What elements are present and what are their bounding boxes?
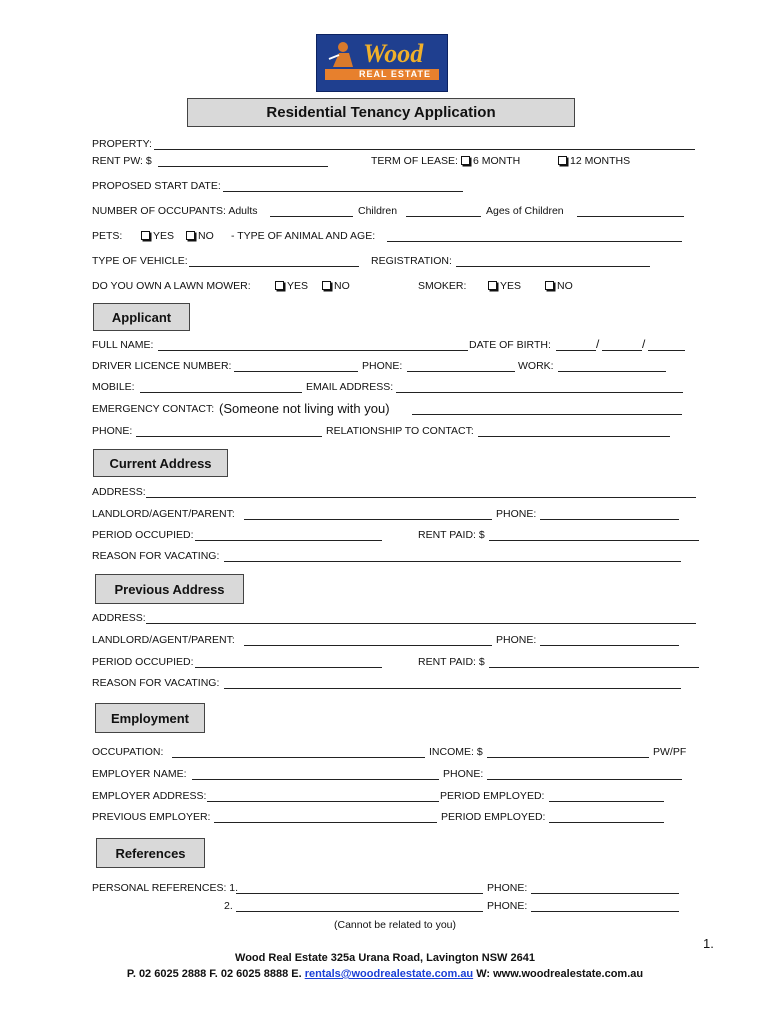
occupation-label: OCCUPATION:	[92, 746, 164, 758]
current-landlord-phone-field[interactable]	[540, 519, 679, 520]
current-landlord-phone-label: PHONE:	[496, 508, 537, 520]
current-period-field[interactable]	[195, 540, 382, 541]
current-rent-paid-field[interactable]	[489, 540, 699, 541]
employer-address-field[interactable]	[207, 801, 439, 802]
page-title	[187, 98, 575, 127]
period-employed-field[interactable]	[549, 801, 664, 802]
income-label: INCOME: $	[429, 746, 483, 758]
type-animal-label: - TYPE OF ANIMAL AND AGE:	[231, 230, 376, 242]
checkbox-icon[interactable]	[558, 156, 567, 165]
mower-no-option[interactable]	[322, 280, 350, 292]
licence-label: DRIVER LICENCE NUMBER:	[92, 360, 232, 372]
pets-no-option[interactable]	[186, 230, 214, 242]
previous-landlord-field[interactable]	[244, 645, 492, 646]
full-name-field[interactable]	[158, 350, 468, 351]
previous-reason-field[interactable]	[224, 688, 681, 689]
reference-2-phone-field[interactable]	[531, 911, 679, 912]
six-month-option[interactable]	[461, 155, 520, 167]
reference-1-field[interactable]	[236, 893, 483, 894]
page-number: 1.	[703, 936, 714, 951]
pets-label: PETS:	[92, 230, 123, 242]
lawn-mower-label: DO YOU OWN A LAWN MOWER:	[92, 280, 251, 292]
smoker-yes-label: YES	[500, 280, 522, 292]
current-reason-label: REASON FOR VACATING:	[92, 550, 220, 562]
applicant-heading-text: Applicant	[111, 309, 172, 325]
checkbox-icon[interactable]	[545, 281, 554, 290]
vehicle-label: TYPE OF VEHICLE:	[92, 255, 188, 267]
reference-2-number: 2.	[224, 900, 233, 912]
dob-separator: /	[642, 337, 646, 351]
mobile-field[interactable]	[140, 392, 302, 393]
income-field[interactable]	[487, 757, 649, 758]
current-rent-paid-label: RENT PAID: $	[418, 529, 485, 541]
previous-period-field[interactable]	[195, 667, 382, 668]
employer-phone-field[interactable]	[487, 779, 682, 780]
period-employed-2-field[interactable]	[549, 822, 664, 823]
type-animal-field[interactable]	[387, 241, 682, 242]
occupation-field[interactable]	[172, 757, 425, 758]
footer-contact	[0, 968, 770, 980]
registration-label: REGISTRATION:	[371, 255, 452, 267]
ages-children-field[interactable]	[577, 216, 684, 217]
references-heading	[96, 838, 205, 868]
checkbox-icon[interactable]	[322, 281, 331, 290]
previous-rent-paid-label: RENT PAID: $	[418, 656, 485, 668]
previous-rent-paid-field[interactable]	[489, 667, 699, 668]
email-field[interactable]	[396, 392, 683, 393]
reference-1-phone-label: PHONE:	[487, 882, 528, 894]
emergency-label: EMERGENCY CONTACT:	[92, 403, 215, 415]
children-label: Children	[358, 205, 398, 217]
ages-children-label: Ages of Children	[486, 205, 564, 217]
proposed-start-label: PROPOSED START DATE:	[92, 180, 221, 192]
employer-phone-label: PHONE:	[443, 768, 484, 780]
previous-landlord-phone-label: PHONE:	[496, 634, 537, 646]
logo-subtitle: REAL ESTATE	[359, 69, 432, 79]
employer-name-field[interactable]	[192, 779, 439, 780]
previous-employer-field[interactable]	[214, 822, 437, 823]
smoker-yes-option[interactable]	[488, 280, 521, 292]
footer-email-link[interactable]: rentals@woodrealestate.com.au	[304, 968, 474, 980]
checkbox-icon[interactable]	[275, 281, 284, 290]
property-label: PROPERTY:	[92, 138, 152, 150]
previous-employer-label: PREVIOUS EMPLOYER:	[92, 811, 211, 823]
footer-address: Wood Real Estate 325a Urana Road, Lavington NSW 2641	[235, 952, 535, 964]
property-field[interactable]	[154, 149, 695, 150]
reference-2-field[interactable]	[236, 911, 483, 912]
work-field[interactable]	[558, 371, 666, 372]
reference-2-phone-label: PHONE:	[487, 900, 528, 912]
reference-1-phone-field[interactable]	[531, 893, 679, 894]
logo-figure-icon	[323, 39, 361, 69]
previous-landlord-label: LANDLORD/AGENT/PARENT:	[92, 634, 235, 646]
pwpf-label: PW/PF	[653, 746, 687, 758]
employer-address-label: EMPLOYER ADDRESS:	[92, 790, 207, 802]
previous-address-label: ADDRESS:	[92, 612, 146, 624]
pets-yes-label: YES	[153, 230, 175, 242]
references-note: (Cannot be related to you)	[334, 919, 456, 931]
personal-references-label: PERSONAL REFERENCES: 1.	[92, 882, 239, 894]
emergency-field[interactable]	[412, 414, 682, 415]
children-field[interactable]	[406, 216, 481, 217]
emergency-phone-label: PHONE:	[92, 425, 133, 437]
rent-pw-label: RENT PW: $	[92, 155, 152, 167]
smoker-no-label: NO	[557, 280, 573, 292]
employer-name-label: EMPLOYER NAME:	[92, 768, 187, 780]
mower-no-label: NO	[334, 280, 350, 292]
checkbox-icon[interactable]	[186, 231, 195, 240]
occupants-adults-label: NUMBER OF OCCUPANTS: Adults	[92, 205, 258, 217]
current-period-label: PERIOD OCCUPIED:	[92, 529, 194, 541]
phone-label: PHONE:	[362, 360, 403, 372]
relationship-field[interactable]	[478, 436, 670, 437]
employment-heading-text: Employment	[110, 710, 189, 726]
current-landlord-field[interactable]	[244, 519, 492, 520]
current-address-heading-text: Current Address	[109, 455, 212, 471]
smoker-no-option[interactable]	[545, 280, 573, 292]
logo-word: Wood	[363, 39, 424, 68]
relationship-label: RELATIONSHIP TO CONTACT:	[326, 425, 474, 437]
previous-address-field[interactable]	[146, 623, 696, 624]
current-address-field[interactable]	[146, 497, 696, 498]
full-name-label: FULL NAME:	[92, 339, 154, 351]
emergency-phone-field[interactable]	[136, 436, 322, 437]
checkbox-icon[interactable]	[488, 281, 497, 290]
current-address-label: ADDRESS:	[92, 486, 146, 498]
period-employed-2-label: PERIOD EMPLOYED:	[441, 811, 546, 823]
page-title-text: Residential Tenancy Application	[266, 104, 496, 121]
registration-field[interactable]	[456, 266, 650, 267]
twelve-months-option[interactable]	[558, 155, 630, 167]
mower-yes-option[interactable]	[275, 280, 308, 292]
smoker-label: SMOKER:	[418, 280, 467, 292]
dob-separator: /	[596, 337, 600, 351]
term-of-lease-label: TERM OF LEASE:	[371, 155, 458, 167]
twelve-months-label: 12 MONTHS	[570, 155, 631, 167]
footer-phone-fax: P. 02 6025 2888 F. 02 6025 8888 E.	[126, 968, 302, 980]
pets-no-label: NO	[198, 230, 214, 242]
pets-yes-option[interactable]	[141, 230, 174, 242]
licence-field[interactable]	[234, 371, 358, 372]
emergency-note: (Someone not living with you)	[219, 401, 390, 416]
previous-landlord-phone-field[interactable]	[540, 645, 679, 646]
phone-field[interactable]	[407, 371, 515, 372]
vehicle-field[interactable]	[189, 266, 359, 267]
checkbox-icon[interactable]	[141, 231, 150, 240]
company-logo	[316, 34, 448, 92]
previous-address-heading	[95, 574, 244, 604]
footer-website: W: www.woodrealestate.com.au	[476, 968, 644, 980]
dob-day-field[interactable]	[556, 350, 596, 351]
dob-year-field[interactable]	[648, 350, 685, 351]
checkbox-icon[interactable]	[461, 156, 470, 165]
mobile-label: MOBILE:	[92, 381, 135, 393]
current-address-heading	[93, 449, 228, 477]
dob-label: DATE OF BIRTH:	[469, 339, 551, 351]
previous-reason-label: REASON FOR VACATING:	[92, 677, 220, 689]
email-label: EMAIL ADDRESS:	[306, 381, 394, 393]
applicant-heading	[93, 303, 190, 331]
references-heading-text: References	[115, 845, 186, 861]
current-reason-field[interactable]	[224, 561, 681, 562]
dob-month-field[interactable]	[602, 350, 642, 351]
rent-pw-field[interactable]	[158, 166, 328, 167]
mower-yes-label: YES	[287, 280, 309, 292]
work-label: WORK:	[518, 360, 554, 372]
employment-heading	[95, 703, 205, 733]
six-month-label: 6 MONTH	[473, 155, 521, 167]
adults-field[interactable]	[270, 216, 353, 217]
previous-address-heading-text: Previous Address	[114, 581, 225, 597]
period-employed-label: PERIOD EMPLOYED:	[440, 790, 545, 802]
previous-period-label: PERIOD OCCUPIED:	[92, 656, 194, 668]
current-landlord-label: LANDLORD/AGENT/PARENT:	[92, 508, 235, 520]
proposed-start-field[interactable]	[223, 191, 463, 192]
